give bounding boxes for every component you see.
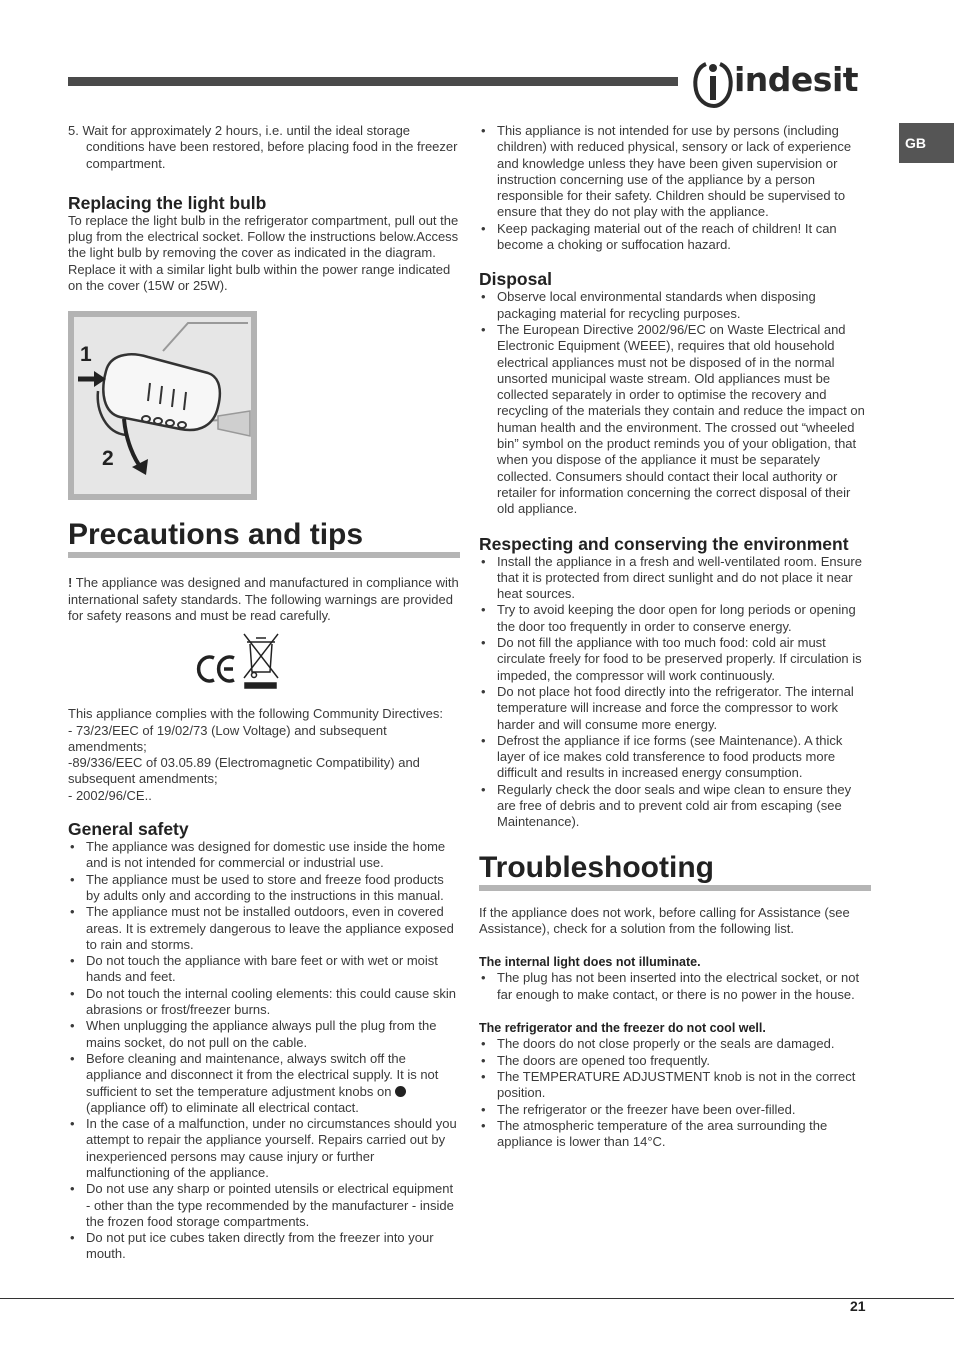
warning-mark: ! — [68, 575, 73, 591]
directive-line-3: -89/336/EEC of 03.05.89 (Electromagnetic Compatibility) and subsequent amendments; — [68, 755, 420, 787]
list-item: • Do not use any sharp or pointed utensils or electrical equipment - other than the type recommended by the manufacturer - inside the frozen food storage compartments. — [68, 1181, 460, 1230]
list-item: • Observe local environmental standards when disposing packaging material for recycling purposes. — [479, 289, 871, 322]
troubleshooting-intro: If the appliance does not work, before calling for Assistance (see Assistance), check for a solution from the following list. — [479, 904, 850, 936]
list-item: • The doors do not close properly or the seals are damaged. — [479, 1036, 871, 1052]
light-issue-heading: The internal light does not illuminate. — [479, 955, 701, 970]
environment-heading: Respecting and conserving the environment — [479, 533, 849, 554]
header-bar — [68, 77, 678, 86]
list-item: • The appliance must not be installed outdoors, even in covered areas. It is extremely dangerous to leave the appliance exposed to rain and storms. — [68, 904, 460, 953]
list-item: • Do not touch the appliance with bare feet or with wet or moist hands and feet. — [68, 953, 460, 986]
page-number: 21 — [850, 1298, 866, 1314]
certification-marks — [68, 630, 460, 692]
list-item: • When unplugging the appliance always pull the plug from the mains socket, do not pull on the cable. — [68, 1018, 460, 1051]
list-item: • Do not put ice cubes taken directly from the freezer into your mouth. — [68, 1230, 460, 1263]
environment-list — [479, 554, 871, 831]
knob-off-symbol-icon — [395, 1086, 406, 1097]
list-item: • Do not place hot food directly into the refrigerator. The internal temperature will increase and force the compressor to work harder and will consume more energy. — [479, 684, 871, 733]
right-column — [479, 123, 871, 1150]
left-column — [68, 123, 460, 1263]
light-issue-list — [479, 970, 871, 1003]
logo-i-emblem-icon — [692, 56, 734, 108]
bulb-heading: Replacing the light bulb — [68, 192, 267, 213]
ce-mark-icon — [199, 657, 234, 681]
precautions-intro-text: The appliance was designed and manufactured in compliance with international safety standards. The following warnings are provided for safety reasons and must be read carefully. — [68, 575, 459, 623]
bulb-cover-illustration — [68, 311, 257, 500]
general-safety-heading: General safety — [68, 819, 189, 840]
list-item: • In the case of a malfunction, under no circumstances should you attempt to repair the appliance yourself. Repairs carried out by inexperienced persons may cause injury or further malfunctioning of the appliance. — [68, 1116, 460, 1181]
list-item-text: Before cleaning and maintenance, always switch off the appliance and disconnect it from the electrical supply. It is not sufficient to set the temperature adjustment knobs on — [86, 1050, 439, 1099]
list-item: • Keep packaging material out of the reach of children! It can become a choking or suffocation hazard. — [479, 221, 871, 254]
general-safety-list — [68, 839, 460, 1263]
logo-wordmark: indesit — [734, 60, 859, 99]
list-item: • The atmospheric temperature of the area surrounding the appliance is lower than 14°C. — [479, 1118, 871, 1151]
cooling-issue-heading: The refrigerator and the freezer do not cool well. — [479, 1021, 766, 1036]
cooling-issue-list — [479, 1036, 871, 1150]
list-item — [68, 1051, 460, 1116]
list-item: • The appliance must be used to store and freeze food products by adults only and according to the instructions in this manual. — [68, 872, 460, 905]
safety-continued-list — [479, 123, 871, 253]
list-item: • Do not touch the internal cooling elements: this could cause skin abrasions or frost/freezer burns. — [68, 986, 460, 1019]
footer-divider — [0, 1298, 954, 1299]
figure-step-1-label: 1 — [80, 343, 92, 367]
list-item: • Install the appliance in a fresh and well-ventilated room. Ensure that it is protected from direct sunlight and do not place it near heat sources. — [479, 554, 871, 603]
directive-line-4: - 2002/96/CE.. — [68, 787, 152, 803]
list-item: • Do not fill the appliance with too much food: cold air must circulate freely for food to be preserved properly. If circulation is impeded, the compressor will work continuously. — [479, 635, 871, 684]
list-item: • The plug has not been inserted into the electrical socket, or not far enough to make contact, or there is no power in the house. — [479, 970, 871, 1003]
crossed-bin-icon — [244, 634, 278, 688]
bulb-text: To replace the light bulb in the refrigerator compartment, pull out the plug from the electrical socket. Follow the instructions below.Access the light bulb by removing the cover as indicated in the diagram. Replace it with a similar light bulb within the power range indicated on the cover (15W or 25W). — [68, 212, 459, 294]
list-item: • The TEMPERATURE ADJUSTMENT knob is not in the correct position. — [479, 1069, 871, 1102]
step-5: 5. Wait for approximately 2 hours, i.e. until the ideal storage conditions have been restored, before placing food in the freezer compartment. — [68, 123, 458, 171]
list-item: • This appliance is not intended for use by persons (including children) with reduced physical, sensory or lack of experience and knowledge unless they have been given supervision or instruction concerning use of the appliance by a person responsible for their safety. Children should be supervised to ensure that they do not play with the appliance. — [479, 123, 871, 221]
list-item: • The doors are opened too frequently. — [479, 1053, 871, 1069]
indesit-logo — [692, 56, 872, 108]
list-item: • Try to avoid keeping the door open for long periods or opening the door too frequently in order to conserve energy. — [479, 602, 871, 635]
disposal-heading: Disposal — [479, 269, 552, 290]
precautions-intro — [68, 575, 460, 624]
list-item: • The refrigerator or the freezer have been over-filled. — [479, 1102, 871, 1118]
precautions-heading: Precautions and tips — [68, 518, 460, 558]
light-bulb-diagram — [68, 311, 257, 500]
troubleshooting-heading: Troubleshooting — [479, 851, 871, 891]
list-item: • The European Directive 2002/96/EC on Waste Electrical and Electronic Equipment (WEEE), requires that old household electrical appliances must not be disposed of in the normal unsorted municipal waste stream. Old appliances must be collected separately in order to optimise the recovery and recycling of the materials they contain and reduce the impact on human health and the environment. The crossed out “wheeled bin” symbol on the product reminds you of your obligation, that when you dispose of the appliance it must be separately collected. Consumers should contact their local authority or retailer for information concerning the correct disposal of their old appliance. — [479, 322, 871, 518]
language-tab: GB — [899, 123, 954, 163]
disposal-list — [479, 289, 871, 517]
ce-weee-marks — [190, 630, 290, 692]
directive-line-2: - 73/23/EEC of 19/02/73 (Low Voltage) and subsequent amendments; — [68, 722, 387, 754]
list-item-text-suffix: (appliance off) to eliminate all electrical contact. — [86, 1099, 359, 1115]
list-item: • Defrost the appliance if ice forms (see Maintenance). A thick layer of ice makes cold transference to food products more difficult and results in increased energy consumption. — [479, 733, 871, 782]
figure-step-2-label: 2 — [102, 447, 114, 471]
list-item: • The appliance was designed for domestic use inside the home and is not intended for commercial or industrial use. — [68, 839, 460, 872]
list-item: • Regularly check the door seals and wipe clean to ensure they are free of debris and to prevent cold air from escaping (see Maintenance). — [479, 782, 871, 831]
directive-line-1: This appliance complies with the following Community Directives: — [68, 706, 443, 722]
